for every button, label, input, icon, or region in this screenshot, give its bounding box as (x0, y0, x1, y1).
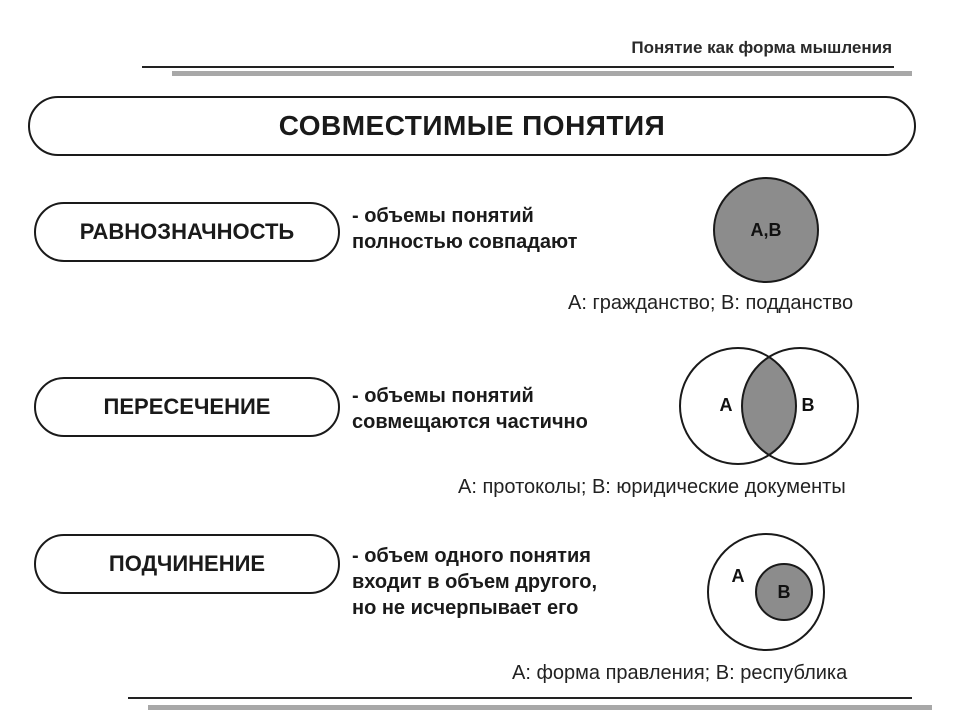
label-a: A (719, 395, 733, 415)
label-ab: A,B (750, 220, 782, 240)
relation-example-subordination: A: форма правления; B: республика (512, 662, 848, 684)
label-b: B (801, 395, 815, 415)
footer-rule-dark (128, 697, 912, 699)
label-b: B (777, 582, 791, 602)
relation-example-intersection: A: протоколы; B: юридические документы (458, 476, 846, 498)
subordination-diagram (700, 530, 840, 660)
header-rule-dark (142, 66, 894, 68)
relation-example-equivalence: A: гражданство; B: подданство (568, 292, 854, 314)
relation-pill-subordination: ПОДЧИНЕНИЕ (34, 534, 340, 594)
relation-description-intersection: - объемы понятий совмещаются частично (352, 385, 588, 433)
equivalence-diagram (700, 172, 840, 292)
relation-description-equivalence: - объемы понятий полностью совпадают (352, 205, 578, 253)
page-header-title: Понятие как форма мышления (631, 38, 892, 57)
header-rule-grey (172, 71, 912, 76)
relation-pill-equivalence: РАВНОЗНАЧНОСТЬ (34, 202, 340, 262)
intersection-diagram (676, 346, 866, 470)
footer-rule-grey (148, 705, 932, 710)
main-title: СОВМЕСТИМЫЕ ПОНЯТИЯ (28, 96, 916, 156)
relation-description-subordination: - объем одного понятия входит в объем другого, но не исчерпывает его (352, 545, 598, 619)
label-a: A (731, 566, 745, 586)
relation-pill-intersection: ПЕРЕСЕЧЕНИЕ (34, 377, 340, 437)
